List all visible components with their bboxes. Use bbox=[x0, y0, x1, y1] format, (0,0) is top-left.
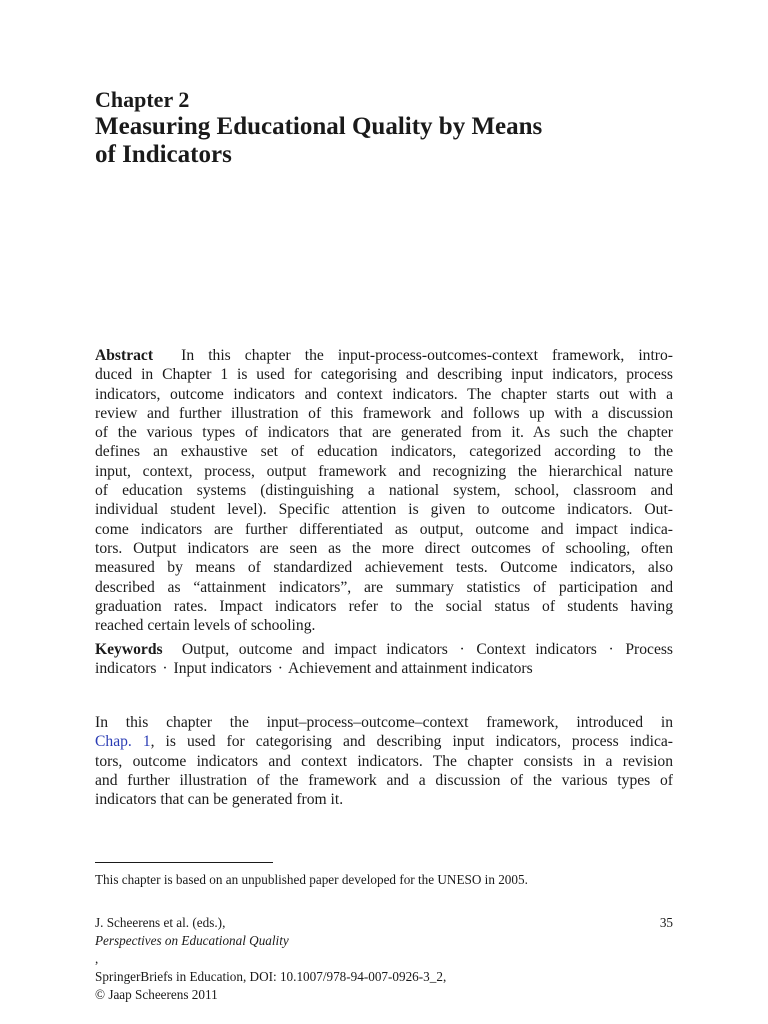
intro-line: indicators that can be generated from it. bbox=[95, 791, 344, 809]
keywords-line-2 bbox=[95, 659, 673, 678]
keyword-item: Input indicators bbox=[173, 660, 272, 678]
page bbox=[95, 0, 675, 1024]
keywords-line-1 bbox=[95, 640, 673, 659]
abstract-line: measured by means of standardized achievement tests. Outcome indicators, also bbox=[95, 559, 673, 577]
keywords-heading: Keywords bbox=[95, 641, 163, 658]
citation-line-2: SpringerBriefs in Education, DOI: 10.1007/978-94-007-0926-3_2, bbox=[95, 969, 447, 984]
abstract-line: duced in Chapter 1 is used for categorising and describing input indicators, process bbox=[95, 366, 673, 384]
abstract-line: input, context, process, output framework and recognizing the hierarchical nature bbox=[95, 462, 673, 480]
abstract bbox=[95, 346, 673, 635]
abstract-line: individual student level). Specific attention is given to outcome indicators. Out- bbox=[95, 501, 673, 519]
abstract-line: defines an exhaustive set of education indicators, categorized according to the bbox=[95, 443, 673, 461]
intro-line: tors, outcome indicators and context indicators. The chapter consists in a revision bbox=[95, 752, 673, 770]
footnote-divider bbox=[95, 862, 273, 863]
chapter-title-line-2: of Indicators bbox=[95, 141, 232, 168]
intro-line: and further illustration of the framework and a discussion of the various types of bbox=[95, 771, 673, 789]
abstract-line: tors. Output indicators are seen as the more direct outcomes of schooling, often bbox=[95, 539, 673, 557]
keyword-item-part: Process bbox=[625, 641, 674, 658]
chapter-title bbox=[95, 113, 675, 169]
abstract-line: graduation rates. Impact indicators refer to the social status of students having bbox=[95, 597, 673, 615]
book-title: Perspectives on Educational Quality bbox=[95, 933, 289, 948]
chapter-1-link[interactable]: Chap. 1 bbox=[95, 733, 151, 751]
keyword-separator: · bbox=[459, 641, 465, 658]
keywords bbox=[95, 640, 673, 679]
intro-line: Chap. 1, is used for categorising and describing input indicators, process indica- bbox=[95, 733, 673, 751]
citation-line-1: J. Scheerens et al. (eds.), Perspectives on Educational Quality , bbox=[95, 915, 289, 966]
footnote: This chapter is based on an unpublished paper developed for the UNESO in 2005. bbox=[95, 872, 528, 887]
keyword-item: Output, outcome and impact indicators bbox=[181, 641, 448, 658]
keyword-item: Achievement and attainment indicators bbox=[287, 660, 533, 678]
abstract-line: indicators, outcome indicators and context indicators. The chapter starts out with a bbox=[95, 385, 673, 403]
intro-paragraph bbox=[95, 713, 673, 809]
abstract-line: of education systems (distinguishing a national system, school, classroom and bbox=[95, 482, 673, 500]
abstract-heading: Abstract bbox=[95, 347, 154, 364]
chapter-label: Chapter 2 bbox=[95, 87, 190, 112]
chapter-title-line-1: Measuring Educational Quality by Means bbox=[95, 113, 543, 140]
citation-footer bbox=[95, 914, 446, 1004]
keyword-separator: · bbox=[162, 660, 168, 678]
abstract-line: of the various types of indicators that are generated from it. As such the chapter bbox=[95, 424, 673, 442]
keyword-item-part: indicators bbox=[95, 660, 157, 678]
keyword-item: Context indicators bbox=[476, 641, 597, 658]
abstract-line: Abstract In this chapter the input-process-outcomes-context framework, intro- bbox=[95, 347, 673, 364]
keyword-separator: · bbox=[277, 660, 283, 678]
abstract-line: described as “attainment indicators”, are summary statistics of participation and bbox=[95, 578, 673, 596]
abstract-line: come indicators are further differentiated as output, outcome and impact indica- bbox=[95, 520, 673, 538]
abstract-line: review and further illustration of this framework and follows up with a discussion bbox=[95, 404, 673, 422]
intro-line: In this chapter the input–process–outcome–context framework, introduced in bbox=[95, 714, 673, 731]
citation-line-3: © Jaap Scheerens 2011 bbox=[95, 987, 218, 1002]
abstract-line: reached certain levels of schooling. bbox=[95, 617, 316, 635]
page-number: 35 bbox=[659, 915, 673, 930]
keyword-separator: · bbox=[608, 641, 614, 658]
